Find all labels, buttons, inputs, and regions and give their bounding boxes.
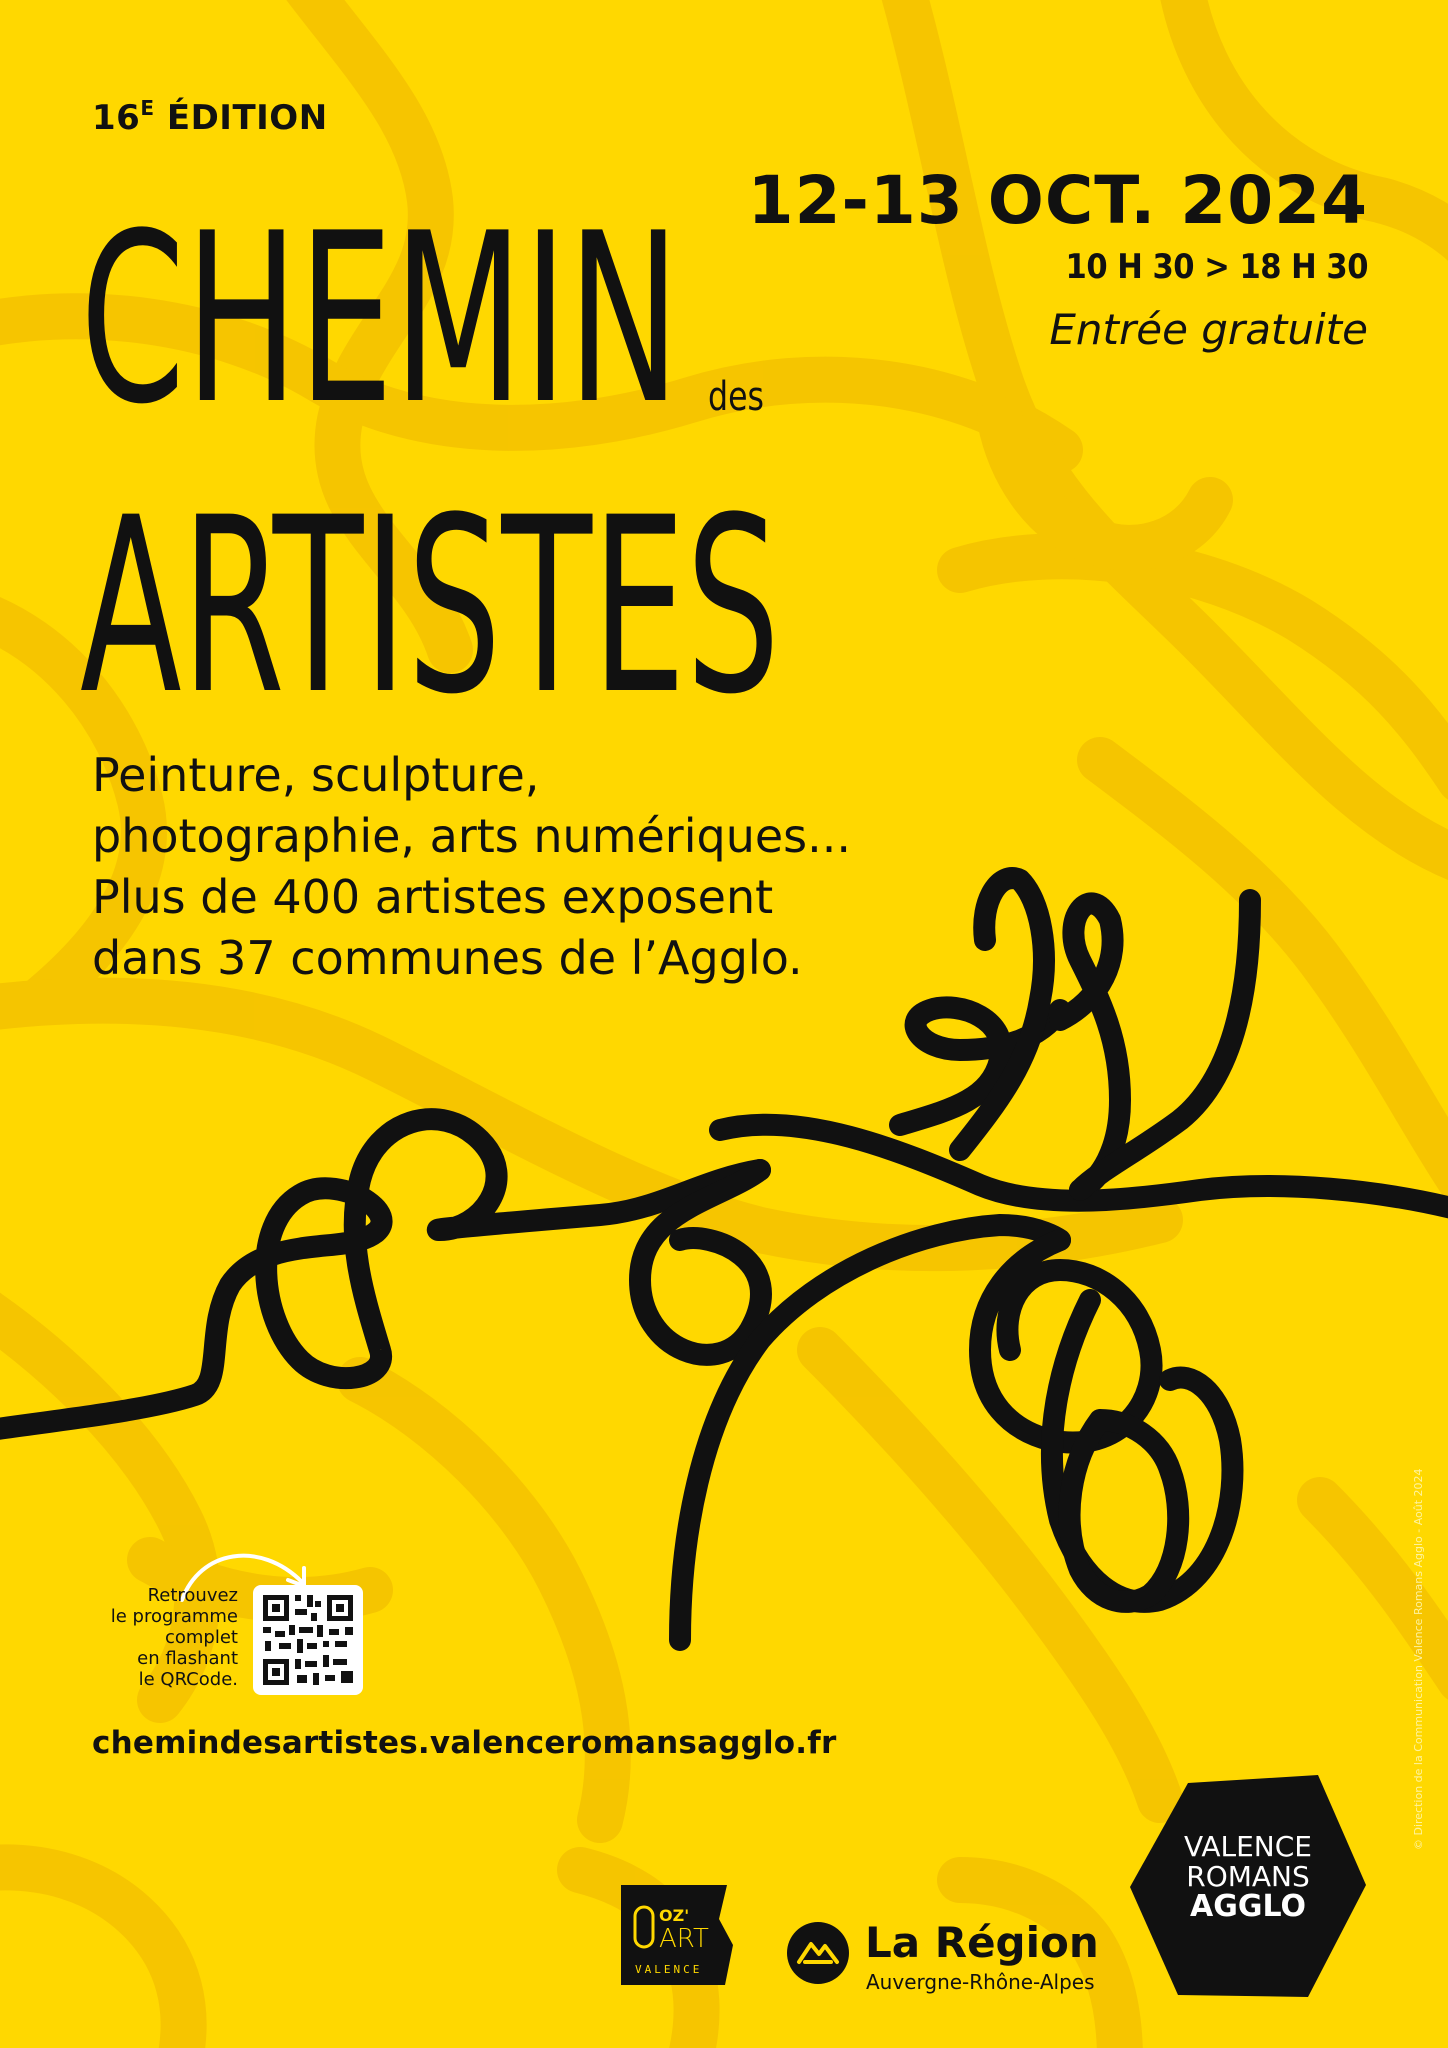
region-logo-icon — [785, 1920, 851, 1986]
title-line-artistes: ARTISTES — [80, 466, 780, 700]
event-dates: 12-13 OCT. 2024 — [747, 162, 1368, 239]
agglo-line3: AGGLO — [1189, 1889, 1306, 1924]
ozart-logo — [615, 1885, 740, 1993]
tagline-line: Plus de 400 artistes exposent — [92, 870, 774, 924]
ozart-top: OZ' — [659, 1906, 690, 1925]
qr-code-graphic — [253, 1585, 363, 1695]
edition-suffix: E — [140, 96, 155, 120]
agglo-logo-text — [1130, 1832, 1366, 1922]
edition-word: ÉDITION — [166, 98, 328, 138]
ozart-mid: ART — [659, 1924, 709, 1954]
tagline-line: Peinture, sculpture, — [92, 748, 540, 802]
tagline-line: dans 37 communes de l’Agglo. — [92, 931, 803, 985]
qr-code-icon[interactable] — [253, 1585, 363, 1695]
event-hours: 10 H 30 > 18 H 30 — [1065, 247, 1368, 287]
title-line-chemin: CHEMIN — [80, 184, 680, 456]
qr-caption-line: en flashant — [137, 1648, 238, 1669]
qr-caption-line: le QRCode. — [138, 1669, 238, 1690]
title-small-des: des — [708, 374, 764, 420]
event-price: Entrée gratuite — [1049, 305, 1368, 354]
region-subtitle: Auvergne-Rhône-Alpes — [866, 1970, 1095, 1994]
agglo-line1: VALENCE — [1184, 1830, 1312, 1863]
qr-caption-line: complet — [164, 1627, 238, 1648]
agglo-line2: ROMANS — [1186, 1860, 1310, 1893]
tagline-line: photographie, arts numériques... — [92, 809, 851, 863]
edition-number: 16 — [92, 98, 141, 138]
website-link[interactable]: chemindesartistes.valenceromansagglo.fr — [92, 1725, 837, 1761]
qr-caption — [78, 1585, 238, 1690]
ozart-bottom: VALENCE — [635, 1963, 703, 1976]
copyright-credit: © Direction de la Communication Valence Romans Agglo - Août 2024 — [1412, 1468, 1425, 1850]
qr-caption-line: Retrouvez — [147, 1585, 238, 1606]
region-name: La Région — [865, 1918, 1099, 1967]
qr-caption-line: le programme — [110, 1606, 238, 1627]
